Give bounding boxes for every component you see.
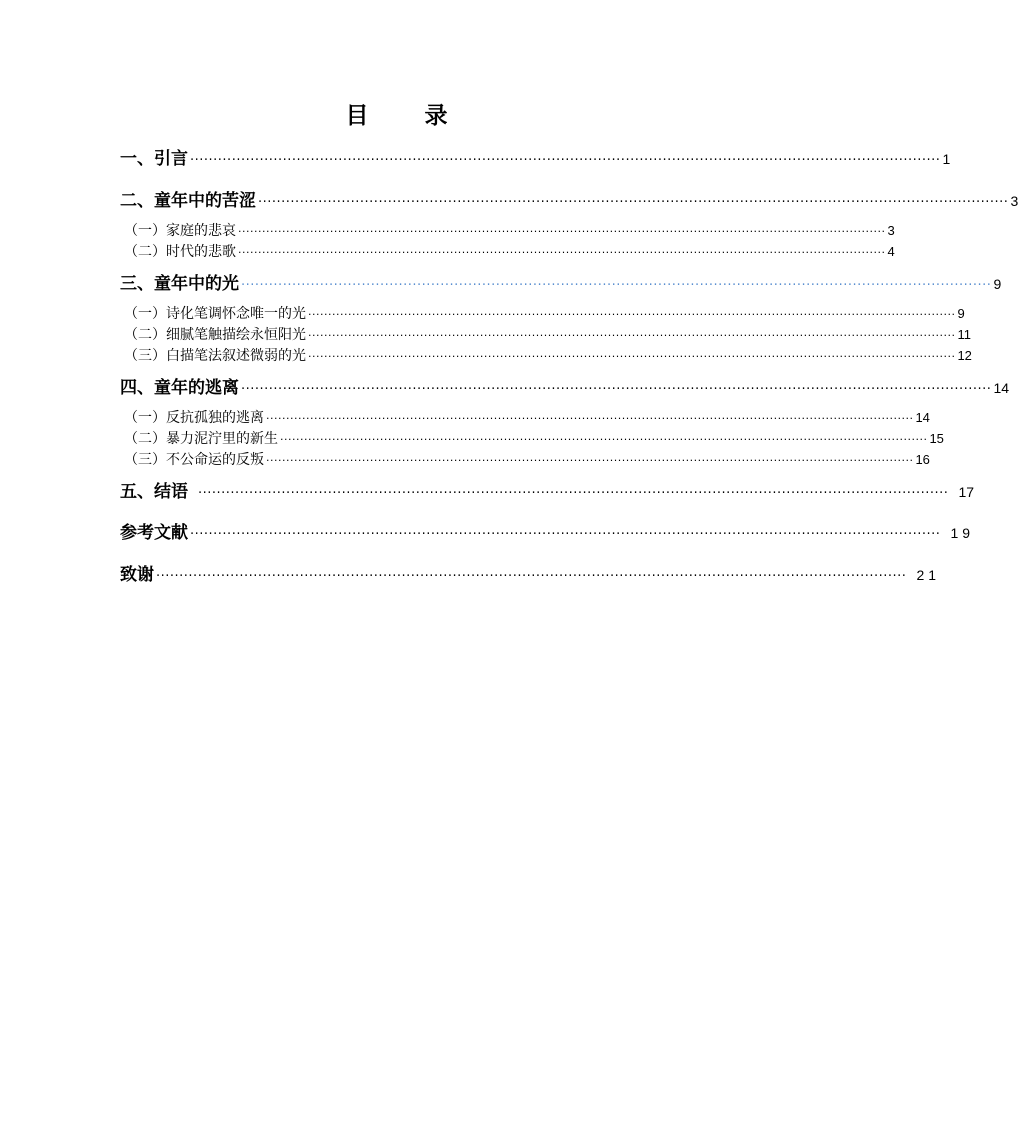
toc-leader-dots: ·································································································································································· [238,246,886,259]
toc-entry-escape-loneliness[interactable] [124,408,930,429]
toc-page-number: 1 [942,151,951,167]
toc-leader-dots: ·································································································································································· [156,569,907,584]
toc-leader-dots: ·································································································································································· [190,153,941,168]
toc-entry-conclusion[interactable] [120,480,975,506]
toc-page-number: 4 [887,244,895,259]
toc-entry-label: （一）家庭的悲哀 [124,223,236,239]
toc-leader-dots: ·································································································································································· [238,225,886,238]
toc-page-number: 11 [957,327,971,342]
toc-page-number: 12 [957,348,972,363]
toc-page-number: 17 [958,484,975,500]
toc-page-number: 21 [916,567,941,583]
toc-entry-label: 三、童年中的光 [120,274,239,294]
toc-entry-label: 四、童年的逃离 [120,378,239,398]
toc-entry-rebirth[interactable] [124,429,944,450]
toc-leader-dots: ·································································································································································· [266,412,914,425]
toc-entry-label: 致谢 [120,565,154,585]
toc-entry-childhood-bitterness[interactable] [120,189,1018,215]
toc-leader-dots: ·································································································································································· [198,486,949,501]
toc-entry-era-elegy[interactable] [124,242,895,263]
toc-entry-childhood-light[interactable] [120,272,1002,298]
toc-entry-faint-light[interactable] [124,346,972,367]
toc-entry-label: 五、结语 [120,482,188,502]
toc-entry-acknowledgements[interactable] [120,563,941,589]
toc-leader-dots: ·································································································································································· [308,350,956,363]
toc-entry-references[interactable] [120,521,975,547]
toc-title: 目 录 [345,103,472,129]
toc-leader-dots: ·································································································································································· [241,382,992,397]
toc-entry-family-sorrow[interactable] [124,221,895,242]
toc-leader-dots: ·································································································································································· [308,308,956,321]
toc-leader-dots: ·································································································································································· [280,433,928,446]
toc-page-number: 14 [915,410,930,425]
toc-entry-label: （三）白描笔法叙述微弱的光 [124,348,306,364]
toc-entry-label: 二、童年中的苦涩 [120,191,256,211]
toc-entry-label: 一、引言 [120,149,188,169]
toc-entry-label: 参考文献 [120,523,188,543]
toc-entry-poetic-light[interactable] [124,304,965,325]
toc-page-number: 16 [915,452,930,467]
toc-entry-childhood-escape[interactable] [120,376,1010,402]
toc-page-number: 9 [957,306,965,321]
toc-entry-label: （二）时代的悲歌 [124,244,236,260]
toc-page-number: 9 [993,276,1002,292]
toc-entry-label: （一）反抗孤独的逃离 [124,410,264,426]
toc-entry-eternal-sunshine[interactable] [124,325,971,346]
toc-page-number: 19 [950,525,975,541]
toc-entry-label: （一）诗化笔调怀念唯一的光 [124,306,306,322]
toc-leader-dots: ·································································································································································· [258,195,1009,210]
toc-page-number: 3 [887,223,895,238]
toc-leader-dots: ·································································································································································· [241,278,992,293]
toc-entry-label: （二）细腻笔触描绘永恒阳光 [124,327,306,343]
toc-leader-dots: ·································································································································································· [266,454,914,467]
toc-entry-label: （三）不公命运的反叛 [124,452,264,468]
toc-page-number: 14 [993,380,1010,396]
toc-page-number: 3 [1010,193,1018,209]
toc-entry-introduction[interactable] [120,147,951,173]
toc-leader-dots: ·································································································································································· [308,329,956,342]
toc-leader-dots: ·································································································································································· [190,527,941,542]
toc-page-number: 15 [929,431,944,446]
toc-entry-rebellion[interactable] [124,450,930,471]
toc-entry-label: （二）暴力泥泞里的新生 [124,431,278,447]
